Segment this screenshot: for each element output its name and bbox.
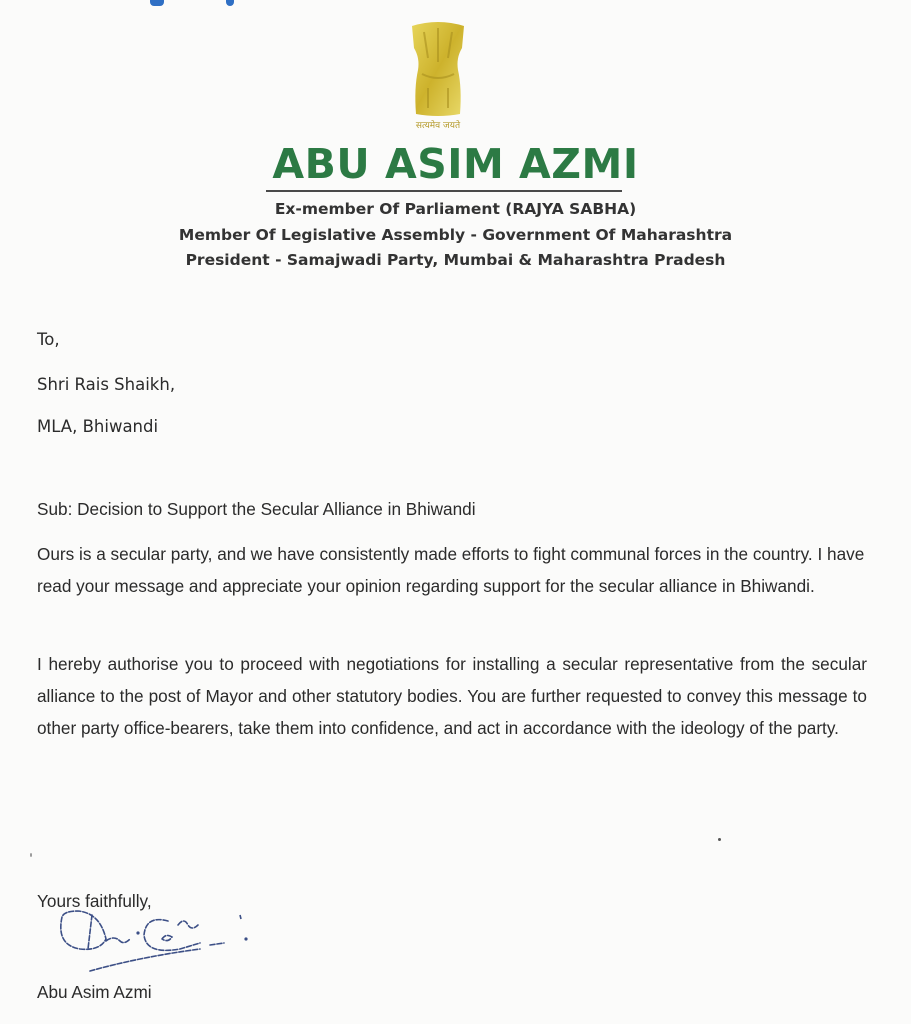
addressee-name: Shri Rais Shaikh, [37, 375, 176, 394]
body-paragraph-1: Ours is a secular party, and we have consistently made efforts to fight communal forces in the country. I have read your message and appreciate your opinion regarding support for the secular alliance in Bhiwandi. [37, 544, 865, 596]
emblem-motto: सत्यमेव जयते [415, 121, 461, 131]
paper-speck [30, 853, 32, 857]
cropped-header-fragment [226, 0, 234, 6]
subject-line: Sub: Decision to Support the Secular Alliance in Bhiwandi [37, 499, 476, 519]
cropped-header-fragment [150, 0, 164, 6]
letterhead-line-3: President - Samajwadi Party, Mumbai & Maharashtra Pradesh [185, 251, 726, 269]
signatory-name: Abu Asim Azmi [37, 982, 152, 1002]
letterhead-name: ABU ASIM AZMI [272, 140, 639, 188]
handwritten-signature [50, 905, 260, 975]
valediction: Yours faithfully, [37, 891, 152, 911]
addressee-designation: MLA, Bhiwandi [37, 417, 159, 436]
letterhead-line-2: Member Of Legislative Assembly - Government Of Maharashtra [178, 226, 733, 244]
title-underline [266, 190, 622, 192]
paper-speck [718, 838, 721, 841]
addressee-salutation: To, [37, 330, 60, 349]
letterhead-line-1: Ex-member Of Parliament (RAJYA SABHA) [274, 200, 637, 218]
national-emblem-icon [398, 18, 478, 130]
body-paragraph-2: I hereby authorise you to proceed with negotiations for installing a secular representative from the secular alliance to the post of Mayor and other statutory bodies. You are further requested to convey this message to other party office-bearers, take them into confidence, and act in accordance with the ideology of the party. [37, 654, 867, 738]
